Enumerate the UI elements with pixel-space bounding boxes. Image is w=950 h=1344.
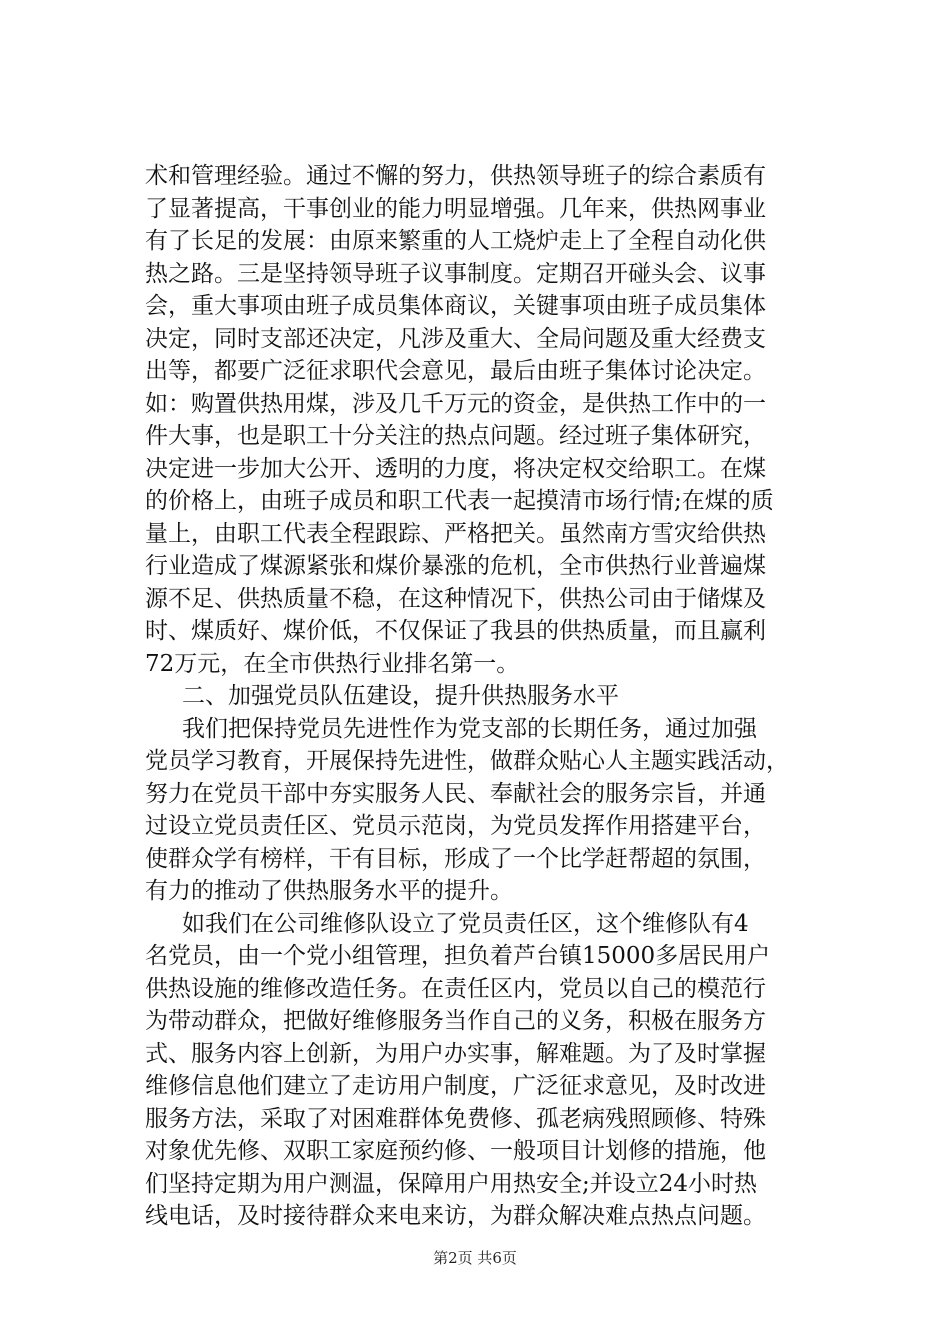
text-line: 决定，同时支部还决定，凡涉及重大、全局问题及重大经费支 <box>145 325 766 352</box>
text-line: 使群众学有榜样，干有目标，形成了一个比学赶帮超的氛围， <box>145 845 766 872</box>
text-line: 行业造成了煤源紧张和煤价暴涨的危机，全市供热行业普遍煤 <box>145 553 766 579</box>
text-line: 如：购置供热用煤，涉及几千万元的资金，是供热工作中的一 <box>145 390 766 417</box>
text-line: 件大事，也是职工十分关注的热点问题。经过班子集体研究， <box>145 423 766 449</box>
text-line: 72万元，在全市供热行业排名第一。 <box>145 650 520 677</box>
text-line: 为带动群众，把做好维修服务当作自己的义务，积极在服务方 <box>145 1008 766 1034</box>
text-line: 如我们在公司维修队设立了党员责任区，这个维修队有4 <box>182 910 749 937</box>
text-line: 服务方法，采取了对困难群体免费修、孤老病残照顾修、特殊 <box>145 1105 766 1132</box>
page-footer: 第2页 共6页 <box>433 1249 517 1267</box>
text-line: 式、服务内容上创新，为用户办实事，解难题。为了及时掌握 <box>145 1040 766 1067</box>
text-line: 术和管理经验。通过不懈的努力，供热领导班子的综合素质有 <box>145 163 766 189</box>
text-line: 我们把保持党员先进性作为党支部的长期任务，通过加强 <box>182 715 757 742</box>
text-line: 努力在党员干部中夯实服务人民、奉献社会的服务宗旨，并通 <box>145 780 766 807</box>
text-line: 线电话，及时接待群众来电来访，为群众解决难点热点问题。 <box>145 1203 766 1229</box>
text-line: 们坚持定期为用户测温，保障用户用热安全;并设立24小时热 <box>145 1170 758 1197</box>
text-line: 决定进一步加大公开、透明的力度，将决定权交给职工。在煤 <box>145 455 766 482</box>
text-line: 时、煤质好、煤价低，不仅保证了我县的供热质量，而且赢利 <box>145 618 766 644</box>
text-line: 有了长足的发展：由原来繁重的人工烧炉走上了全程自动化供 <box>145 228 766 254</box>
text-line: 的价格上，由班子成员和职工代表一起摸清市场行情;在煤的质 <box>145 488 774 514</box>
text-line: 热之路。三是坚持领导班子议事制度。定期召开碰头会、议事 <box>145 260 766 287</box>
text-line: 过设立党员责任区、党员示范岗，为党员发挥作用搭建平台， <box>145 813 766 839</box>
text-line: 二、加强党员队伍建设，提升供热服务水平 <box>182 683 619 709</box>
document-body <box>145 160 825 1233</box>
text-line: 名党员，由一个党小组管理，担负着芦台镇15000多居民用户 <box>145 943 771 969</box>
text-line: 有力的推动了供热服务水平的提升。 <box>145 878 513 904</box>
text-line: 了显著提高，干事创业的能力明显增强。几年来，供热网事业 <box>145 195 766 222</box>
text-line: 出等，都要广泛征求职代会意见，最后由班子集体讨论决定。 <box>145 358 766 384</box>
text-line: 量上，由职工代表全程跟踪、严格把关。虽然南方雪灾给供热 <box>145 520 766 547</box>
text-line: 源不足、供热质量不稳，在这种情况下，供热公司由于储煤及 <box>145 585 766 612</box>
text-line: 对象优先修、双职工家庭预约修、一般项目计划修的措施，他 <box>145 1138 766 1164</box>
text-line: 供热设施的维修改造任务。在责任区内，党员以自己的模范行 <box>145 975 766 1002</box>
text-line: 维修信息他们建立了走访用户制度，广泛征求意见，及时改进 <box>145 1073 766 1099</box>
text-line: 党员学习教育，开展保持先进性，做群众贴心人主题实践活动， <box>145 748 789 774</box>
text-line: 会，重大事项由班子成员集体商议，关键事项由班子成员集体 <box>145 293 766 319</box>
